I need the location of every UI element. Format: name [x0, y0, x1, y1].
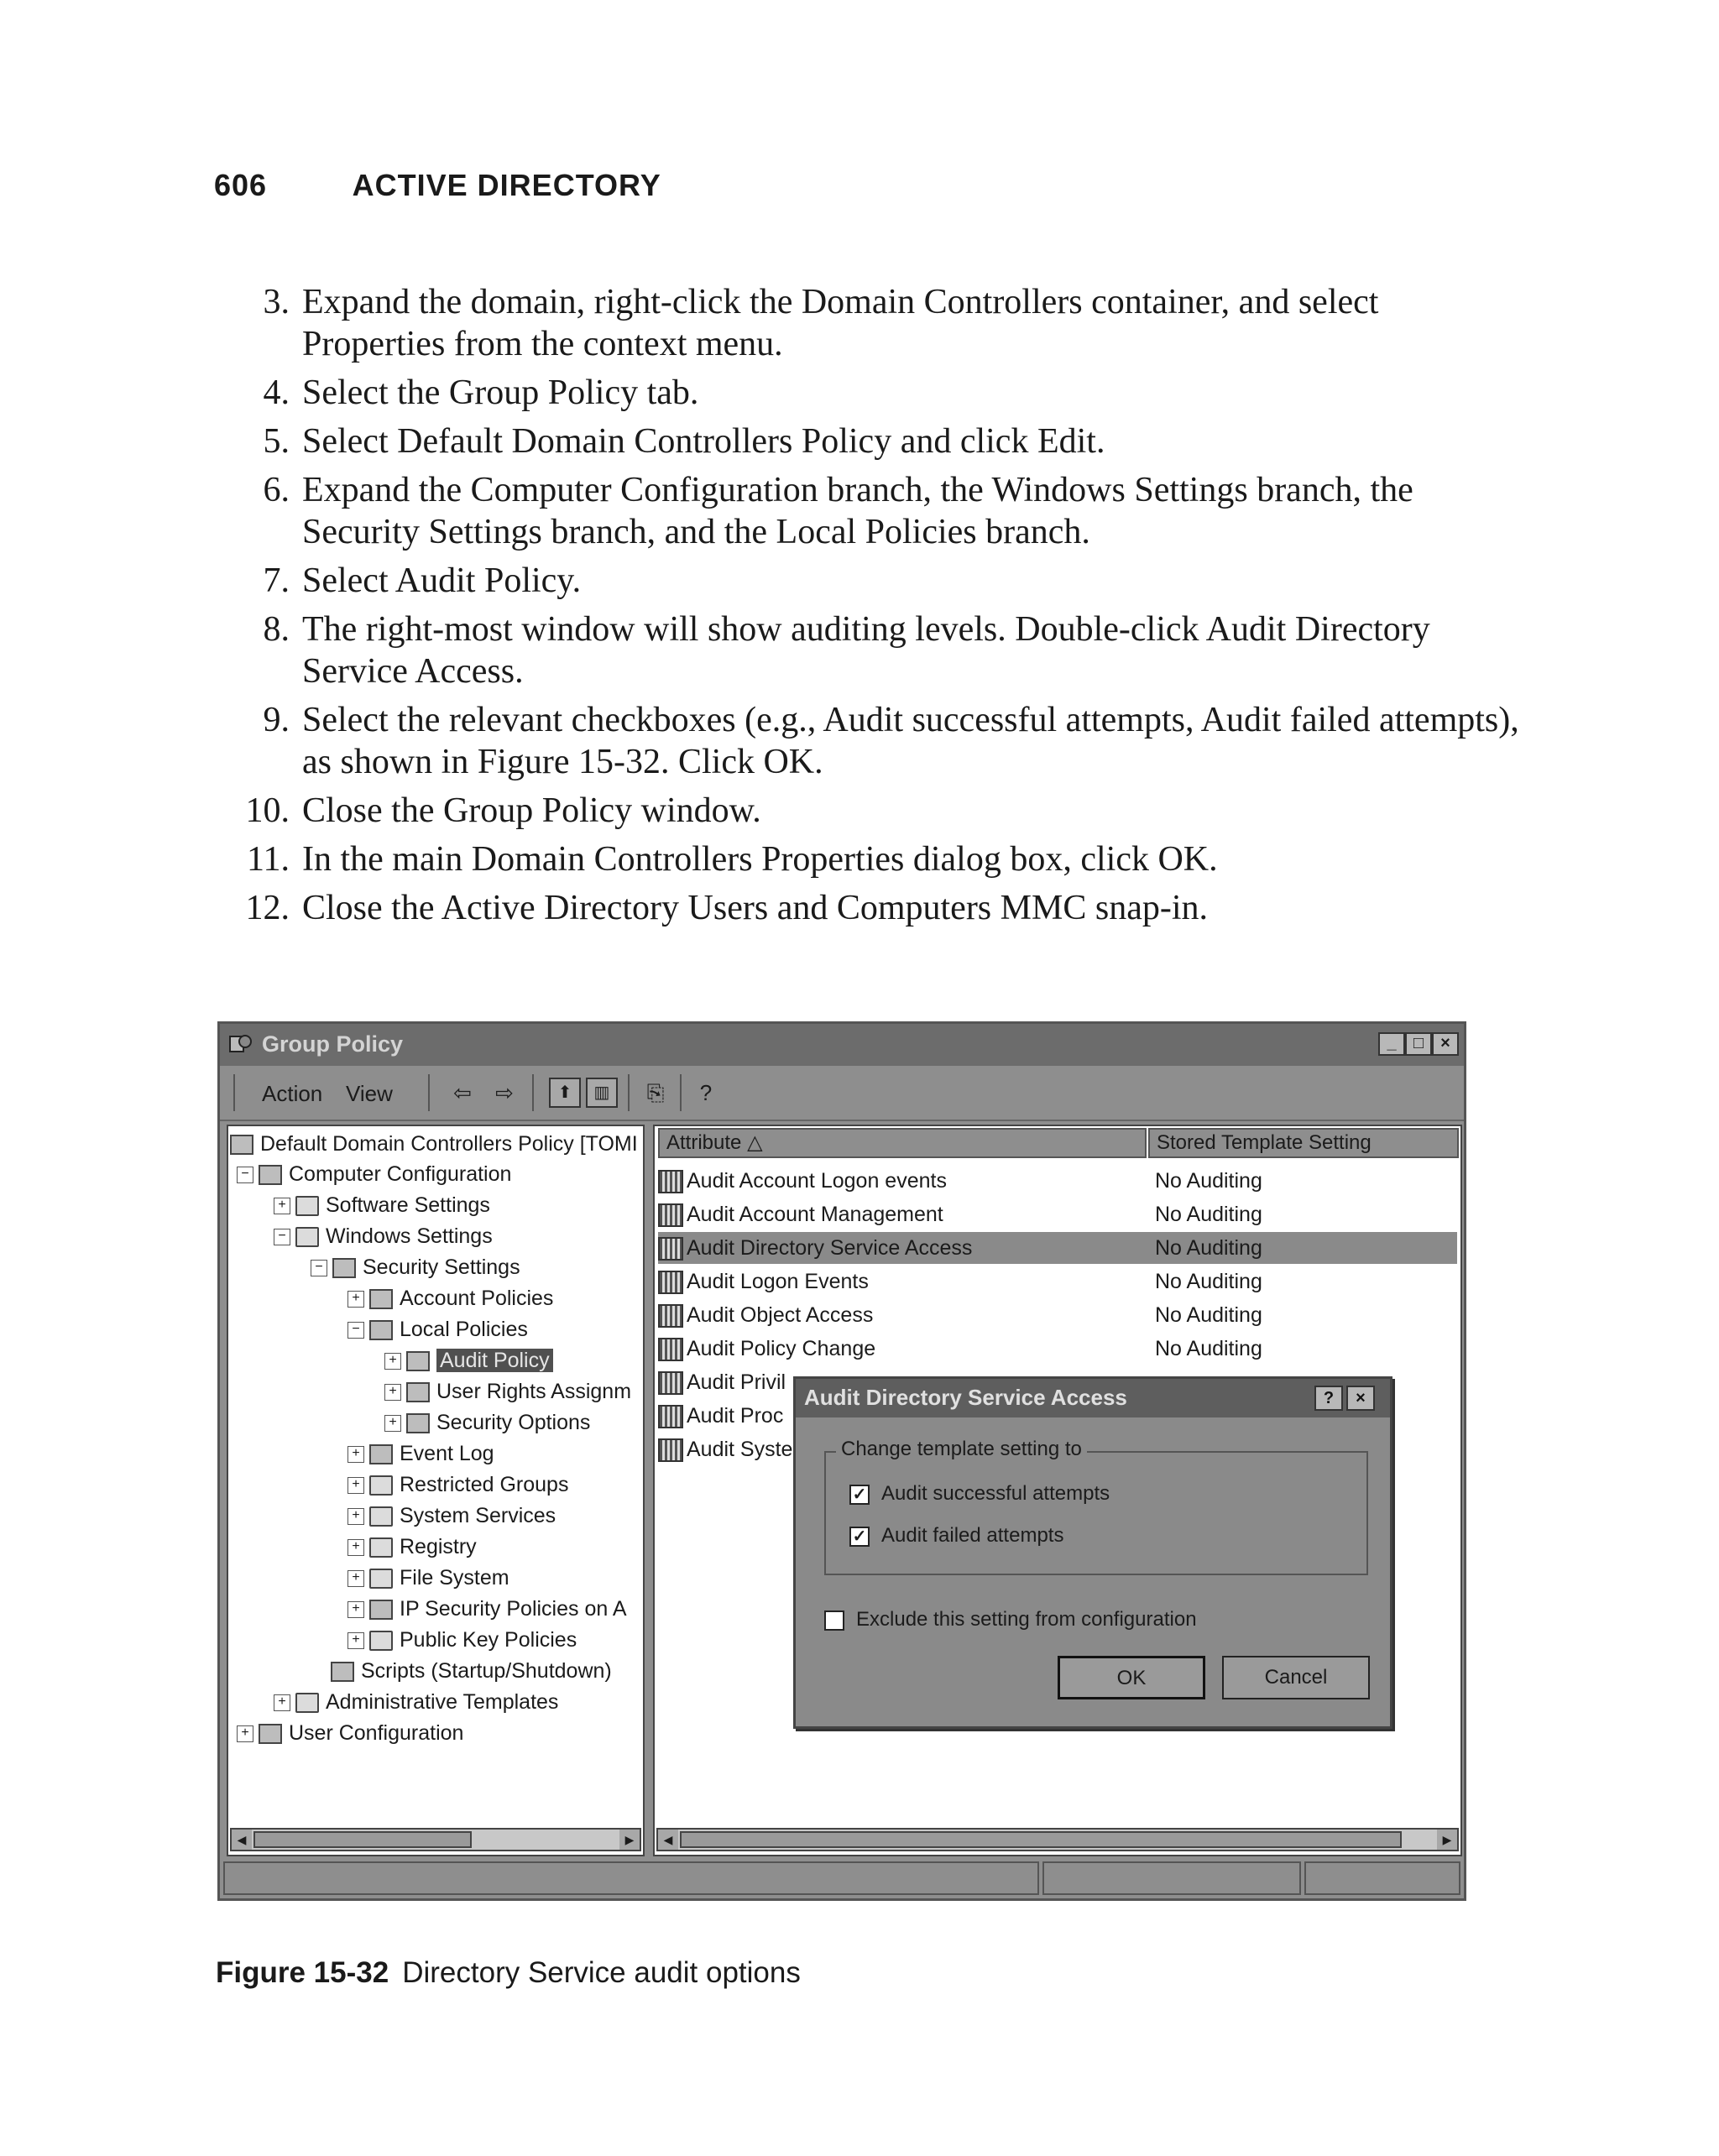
scroll-left-icon[interactable]: ◀ [232, 1830, 252, 1850]
step-text: Select the relevant checkboxes (e.g., Audit successful attempts, Audit failed attempts), as shown in Figure 15-32. Click OK. [302, 701, 1519, 781]
row-attribute: Audit Object Access [687, 1303, 874, 1327]
step-text: In the main Domain Controllers Properties dialog box, click OK. [302, 840, 1218, 879]
step-number: 7. [263, 561, 290, 600]
group-label: Change template setting to [836, 1438, 1087, 1461]
row-setting: No Auditing [1155, 1337, 1262, 1360]
tree-label: Windows Settings [326, 1224, 493, 1248]
toolbar-separator [428, 1074, 430, 1111]
ip-security-icon [369, 1600, 393, 1620]
help-icon[interactable]: ? [699, 1080, 713, 1105]
step-number: 4. [263, 373, 290, 412]
row-setting: No Auditing [1155, 1303, 1262, 1327]
menu-view[interactable]: View [346, 1081, 393, 1106]
figure-label: Figure 15-32 [216, 1956, 389, 1989]
row-setting: No Auditing [1155, 1270, 1262, 1293]
row-attribute: Audit Account Logon events [687, 1169, 947, 1193]
row-attribute: Audit Syste [687, 1438, 793, 1461]
collapse-icon[interactable]: − [274, 1229, 290, 1245]
cancel-button[interactable]: Cancel [1222, 1656, 1370, 1699]
step-number: 5. [263, 422, 290, 461]
expand-icon[interactable]: + [274, 1694, 290, 1711]
audit-policy-icon [658, 1203, 683, 1227]
scroll-right-icon[interactable]: ▶ [1437, 1830, 1457, 1850]
tree-label: Registry [400, 1535, 477, 1558]
row-attribute: Audit Policy Change [687, 1337, 876, 1360]
step-4 [210, 372, 1519, 414]
tree-item-software-settings[interactable] [274, 1191, 490, 1219]
checkbox-label: Audit successful attempts [881, 1482, 1110, 1505]
audit-policy-icon [658, 1438, 683, 1462]
audit-policy-icon [658, 1371, 683, 1395]
running-header [214, 168, 661, 203]
tree-item-event-log[interactable] [347, 1439, 494, 1468]
table-row[interactable] [658, 1165, 1457, 1197]
tree-label: Audit Policy [436, 1349, 553, 1372]
table-row[interactable] [658, 1299, 1457, 1331]
dialog-close-button[interactable]: × [1346, 1386, 1375, 1411]
tree-label: Computer Configuration [289, 1162, 512, 1186]
caption-text: Directory Service audit options [402, 1956, 801, 1989]
step-number: 9. [263, 701, 290, 739]
audit-policy-icon [658, 1170, 683, 1193]
audit-failed-option[interactable] [849, 1523, 1063, 1548]
security-settings-icon [332, 1258, 356, 1278]
folder-icon [369, 1475, 393, 1496]
expand-icon[interactable]: + [347, 1477, 364, 1494]
status-cell [223, 1861, 1039, 1895]
window-titlebar[interactable] [220, 1024, 1464, 1066]
expand-icon[interactable]: + [347, 1539, 364, 1556]
step-text: Select Default Domain Controllers Policy and click Edit. [302, 422, 1105, 461]
tree-item-windows-settings[interactable] [274, 1222, 493, 1250]
step-9 [210, 699, 1519, 783]
audit-directory-service-dialog [793, 1376, 1392, 1729]
user-icon [259, 1724, 282, 1744]
step-text: Select Audit Policy. [302, 561, 582, 600]
collapse-icon[interactable]: − [311, 1260, 327, 1276]
console-tree [227, 1125, 645, 1856]
tree-item-ip-security[interactable] [347, 1595, 627, 1623]
status-bar [223, 1861, 1460, 1895]
tree-label: Account Policies [400, 1287, 554, 1310]
tree-label: Security Settings [363, 1255, 520, 1279]
step-text: The right-most window will show auditing levels. Double-click Audit Directory Service Access. [302, 610, 1430, 691]
expand-icon[interactable]: + [274, 1198, 290, 1214]
minimize-button[interactable]: _ [1378, 1032, 1405, 1056]
window-title: Group Policy [262, 1031, 404, 1057]
step-7 [210, 560, 1519, 602]
expand-icon[interactable]: + [347, 1291, 364, 1308]
table-row[interactable] [658, 1266, 1457, 1297]
close-button[interactable]: × [1432, 1032, 1459, 1056]
table-row[interactable] [658, 1232, 1457, 1264]
audit-success-checkbox[interactable]: ✓ [849, 1485, 870, 1505]
step-8 [210, 608, 1519, 692]
expand-icon[interactable]: + [347, 1570, 364, 1587]
tree-item-registry[interactable] [347, 1532, 477, 1561]
step-12 [210, 887, 1519, 929]
tree-item-security-options[interactable] [384, 1408, 590, 1437]
folder-icon [295, 1693, 319, 1713]
running-title: ACTIVE DIRECTORY [352, 168, 661, 202]
tree-item-computer-configuration[interactable] [237, 1160, 511, 1188]
step-6 [210, 469, 1519, 553]
row-setting: No Auditing [1155, 1203, 1262, 1226]
scripts-icon [331, 1662, 354, 1682]
folder-icon [369, 1631, 393, 1651]
audit-failed-checkbox[interactable]: ✓ [849, 1527, 870, 1547]
scroll-left-icon[interactable]: ◀ [658, 1830, 678, 1850]
scroll-right-icon[interactable]: ▶ [619, 1830, 640, 1850]
step-number: 12. [245, 889, 290, 927]
tree-label: Scripts (Startup/Shutdown) [361, 1659, 612, 1683]
tree-item-system-services[interactable] [347, 1501, 556, 1530]
show-hide-tree-icon[interactable]: ▥ [586, 1078, 618, 1108]
toolbar-separator [680, 1074, 682, 1111]
policies-icon [369, 1289, 393, 1309]
checkbox-label: Exclude this setting from configuration [856, 1608, 1197, 1631]
table-row[interactable] [658, 1198, 1457, 1230]
step-number: 11. [247, 840, 290, 879]
policies-icon [369, 1320, 393, 1340]
expand-icon[interactable]: + [347, 1446, 364, 1463]
page-number: 606 [214, 168, 268, 202]
scroll-thumb[interactable] [253, 1831, 472, 1848]
expand-icon[interactable]: + [384, 1384, 401, 1401]
expand-icon[interactable]: + [347, 1601, 364, 1618]
table-row[interactable] [658, 1333, 1457, 1365]
tree-item-file-system[interactable] [347, 1563, 509, 1592]
tree-label: Administrative Templates [326, 1690, 559, 1714]
step-text: Expand the domain, right-click the Domain Controllers container, and select Properties from the context menu. [302, 283, 1379, 363]
column-label: Attribute [666, 1131, 742, 1154]
toolbar-separator [532, 1074, 534, 1111]
folder-icon [295, 1227, 319, 1247]
group-policy-window [217, 1021, 1466, 1901]
tree-item-audit-policy[interactable] [384, 1346, 553, 1375]
toolbar-separator [233, 1074, 235, 1111]
status-cell [1304, 1861, 1460, 1895]
step-number: 8. [263, 610, 290, 649]
tree-label: Security Options [436, 1411, 591, 1434]
maximize-button[interactable]: □ [1405, 1032, 1432, 1056]
figure-caption [216, 1956, 801, 1990]
menu-action[interactable]: Action [262, 1081, 323, 1106]
tree-item-restricted-groups[interactable] [347, 1470, 568, 1499]
tree-label: Event Log [400, 1442, 494, 1465]
expand-icon[interactable]: + [347, 1632, 364, 1649]
policies-icon [406, 1382, 430, 1402]
tree-item-user-rights[interactable] [384, 1377, 631, 1406]
template-setting-group [824, 1438, 1368, 1575]
tree-item-account-policies[interactable] [347, 1284, 553, 1313]
expand-icon[interactable]: + [237, 1725, 253, 1742]
audit-success-option[interactable] [849, 1481, 1110, 1506]
status-cell [1042, 1861, 1301, 1895]
row-setting: No Auditing [1155, 1169, 1262, 1193]
back-arrow-icon[interactable]: ⇦ [453, 1080, 472, 1105]
collapse-icon[interactable]: − [237, 1167, 253, 1183]
sort-ascending-icon: △ [747, 1131, 763, 1154]
row-setting: No Auditing [1155, 1236, 1262, 1260]
row-attribute: Audit Proc [687, 1404, 784, 1428]
instruction-steps [210, 281, 1519, 936]
folder-icon [369, 1506, 393, 1527]
tree-label: Local Policies [400, 1318, 528, 1341]
step-3 [210, 281, 1519, 365]
toolbar-separator [628, 1074, 630, 1111]
column-header-setting[interactable] [1148, 1128, 1459, 1158]
tree-label: File System [400, 1566, 509, 1590]
up-level-icon[interactable]: ⬆ [549, 1078, 581, 1108]
step-text: Close the Group Policy window. [302, 791, 761, 830]
audit-policy-icon [658, 1338, 683, 1361]
tree-label: Restricted Groups [400, 1473, 569, 1496]
expand-icon[interactable]: + [347, 1508, 364, 1525]
group-policy-icon [228, 1031, 253, 1057]
policies-icon [406, 1413, 430, 1433]
export-list-icon[interactable]: ⎘ [646, 1080, 665, 1105]
row-attribute: Audit Directory Service Access [687, 1236, 973, 1260]
tree-label: Default Domain Controllers Policy [TOMI [260, 1132, 638, 1156]
folder-icon [369, 1537, 393, 1558]
scroll-thumb[interactable] [680, 1831, 1402, 1848]
step-11 [210, 838, 1519, 880]
tree-label: User Rights Assignm [436, 1380, 632, 1403]
audit-policy-icon [658, 1304, 683, 1328]
step-number: 3. [263, 283, 290, 321]
checkbox-label: Audit failed attempts [881, 1524, 1064, 1547]
column-label: Stored Template Setting [1157, 1131, 1372, 1154]
details-horizontal-scrollbar[interactable] [656, 1828, 1459, 1851]
step-text: Select the Group Policy tab. [302, 373, 699, 412]
ok-button[interactable]: OK [1058, 1656, 1205, 1699]
step-number: 6. [263, 471, 290, 509]
step-number: 10. [245, 791, 290, 830]
help-button[interactable]: ? [1314, 1386, 1343, 1411]
tree-item-local-policies[interactable] [347, 1315, 528, 1344]
tree-horizontal-scrollbar[interactable] [230, 1828, 641, 1851]
folder-icon [295, 1196, 319, 1216]
audit-policy-icon [658, 1237, 683, 1261]
tree-item-admin-templates[interactable] [274, 1688, 558, 1716]
tree-item-security-settings[interactable] [311, 1253, 520, 1282]
exclude-setting-option[interactable] [824, 1607, 1197, 1632]
row-attribute: Audit Privil [687, 1370, 786, 1394]
exclude-setting-checkbox[interactable] [824, 1610, 844, 1631]
policy-icon [230, 1135, 253, 1155]
forward-arrow-icon[interactable]: ⇨ [495, 1080, 514, 1105]
computer-icon [259, 1165, 282, 1185]
tree-label: System Services [400, 1504, 556, 1527]
tree-item-scripts[interactable] [331, 1657, 612, 1685]
row-attribute: Audit Account Management [687, 1203, 943, 1226]
step-text: Close the Active Directory Users and Computers MMC snap-in. [302, 889, 1208, 927]
tree-item-default-policy[interactable] [230, 1130, 638, 1158]
dialog-titlebar[interactable] [796, 1379, 1390, 1417]
collapse-icon[interactable]: − [347, 1322, 364, 1339]
step-10 [210, 790, 1519, 832]
tree-label: IP Security Policies on A [400, 1597, 627, 1621]
menu-toolbar [220, 1066, 1464, 1121]
step-text: Expand the Computer Configuration branch, the Windows Settings branch, the Security Settings branch, and the Local Policies branch. [302, 471, 1413, 551]
expand-icon[interactable]: + [384, 1415, 401, 1432]
tree-item-public-key[interactable] [347, 1626, 577, 1654]
expand-icon[interactable]: + [384, 1353, 401, 1370]
folder-icon [369, 1569, 393, 1589]
policies-icon [369, 1444, 393, 1464]
column-header-attribute[interactable] [658, 1128, 1147, 1158]
audit-policy-icon [658, 1271, 683, 1294]
audit-policy-icon [658, 1405, 683, 1428]
tree-label: User Configuration [289, 1721, 464, 1745]
row-attribute: Audit Logon Events [687, 1270, 869, 1293]
tree-label: Public Key Policies [400, 1628, 577, 1652]
policies-icon [406, 1351, 430, 1371]
step-5 [210, 420, 1519, 462]
dialog-title: Audit Directory Service Access [804, 1385, 1127, 1410]
tree-label: Software Settings [326, 1193, 490, 1217]
tree-item-user-configuration[interactable] [237, 1719, 463, 1747]
